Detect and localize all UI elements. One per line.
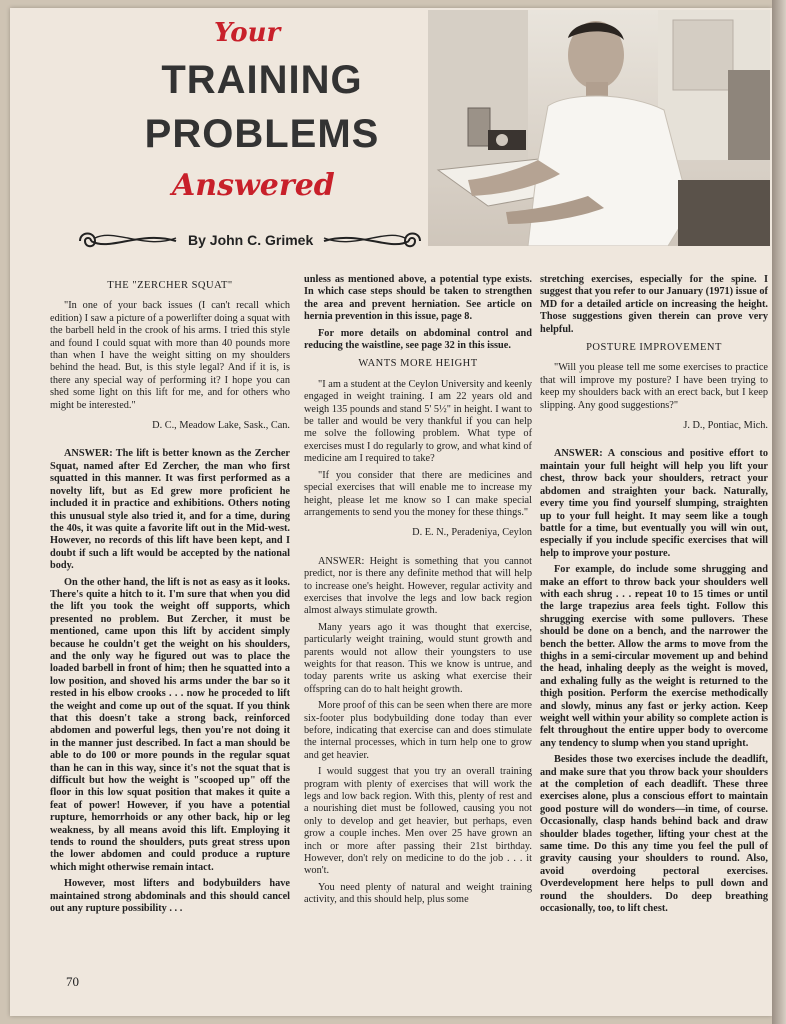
title-kicker-your: Your (214, 18, 281, 48)
answer-height-p1: ANSWER: Height is something that you cannot predict, nor is there any definite method that will help to increase one's height. However, regular activity and exercises that involve the legs and low back region almost always stimulate growth. (304, 555, 532, 617)
column-left (50, 274, 290, 920)
right-scroll-ornament (320, 226, 430, 256)
answer-height-p3: More proof of this can be seen when there are more six-footer plus bodybuilding done today than ever before, indicating that exercise can and does stimulate the internal processes, which in turn help one to grow and get heavier. (304, 700, 532, 761)
title-kicker-answered: Answered (172, 168, 335, 203)
answer-zercher-p1: ANSWER: The lift is better known as the Zercher Squat, named after Ed Zercher, the man who first squatted in this manner. It was first performed as a novelty lift, but as Ed grew more proficient he included it in practice and exhibitions. Others noting this unusual style also tried it, and for a time, during the 40s, it was quite a favorite lift out in the Mid-west. However, no records of this lift have been kept, and I doubt if such a lift would be accepted by the national body. (50, 448, 290, 572)
answer-height-p4: I would suggest that you try an overall training program with plenty of exercises that will work the legs and low back region. With this, plenty of rest and a nourishing diet must be followed, causing you not only to develop and get heavier, but perhaps, even grow a couple inches. Men over 25 have grown an inch or more after passing their 21st birthday. However, don't rely on medicine to do the job . . . it won't. (304, 766, 532, 877)
signature-height: D. E. N., Peradeniya, Ceylon (412, 527, 532, 539)
title-line-training: TRAINING (161, 58, 363, 102)
answer-height-p5: You need plenty of natural and weight training activity, and this should help, plus some (304, 881, 532, 906)
answer-posture-p2: For example, do include some shrugging and make an effort to throw back your shoulders well with each shrug . . . repeat 10 to 15 times or until the large trapezius area feels tight. Follow this shrugging exercise with some pullovers. These should be done on a bench, and the narrower the bench the better. Allow the arms to move from the thighs in a semi-circular movement up and behind the head, inhaling deeply as the weight is moved, and exhaling fully as the weight is returned to the thigh position. Perform the exercise methodically and slowly, minus any fast or jerky action. Keep weight well within your ability so complete action is felt throughout the entire upper body to overcome any tendency to slump when you stand upright. (540, 564, 768, 749)
question-height-p1: "I am a student at the Ceylon University and keenly engaged in weight training. I am 22 years old and weigh 135 pounds and stand 5' 5½" in height. I want to be taller and would be very thankful if you can help me solve the following problem. What type of exercises must I do regularly to grow, and what kind of medicine am I required to take? (304, 378, 532, 465)
question-height-p2: "If you consider that there are medicines and special exercises that will enable me to increase my height, please let me know so I can make special arrangements to send you the money for these things." (304, 469, 532, 518)
heading-posture-improvement: POSTURE IMPROVEMENT (586, 342, 722, 354)
title-line-problems: PROBLEMS (144, 112, 380, 156)
binding-edge (772, 0, 786, 1024)
heading-zercher-squat: THE "ZERCHER SQUAT" (107, 280, 233, 291)
column-middle (304, 274, 532, 911)
answer-posture-p1: ANSWER: A conscious and positive effort to maintain your full height will help you lift your chest, throw back your shoulders, retract your abdomen and straighten your back. Naturally, every time you find yourself slumping, straighten up to your full height. It may seem like a tough battle for a time, but eventually you will win out, especially if you include specific exercises that will help to improve your posture. (540, 448, 768, 559)
signature-zercher: D. C., Meadow Lake, Sask., Can. (152, 420, 290, 432)
question-zercher: "In one of your back issues (I can't recall which edition) I saw a picture of a powerlifter doing a squat with the barbell held in the crook of his arms. I tried this style and found I could squat with more than 40 pounds more than when I have the weight sitting on my shoulders behind the head. But, is this style legal? And if it is, is there any special way of performing it? I hope you can shed some light on this lift for me, and for others who might be interested." (50, 300, 290, 411)
signature-posture: J. D., Pontiac, Mich. (683, 420, 768, 432)
answer-posture-p3: Besides those two exercises include the deadlift, and make sure that you throw back your shoulders at the completion of each deadlift. These three exercises alone, plus a conscious effort to maintain good posture will do wonders—in time, of course. Occasionally, clasp hands behind back and draw shoulder blades together, lifting your chest at the same time. Do this any time you feel the pull of gravity causing your shoulders to round. Also, avoid overdoing pectoral exercises. Overdevelopment here helps to pull down and round the shoulders. Do deep breathing occasionally, too, to lift chest. (540, 754, 768, 915)
answer-height-cont: stretching exercises, especially for the spine. I suggest that you refer to our January (1971) issue of MD for a detailed article on increasing the height. Those suggestions given therein can prove very helpful. (540, 274, 768, 335)
waistline-reference: For more details on abdominal control and reducing the waistline, see page 32 in this issue. (304, 327, 532, 352)
answer-zercher-cont: unless as mentioned above, a potential type exists. In which case steps should be taken to strengthen the area and prevent herniation. See article on hernia prevention in this issue, page 8. (304, 274, 532, 323)
answer-height-p2: Many years ago it was thought that exercise, particularly weight training, would stunt growth and parents would not allow their youngsters to use weights for that reason. This we know is untrue, and today parents write us asking what exercise their offspring can do to halt height growth. (304, 621, 532, 695)
page-number: 70 (66, 974, 79, 989)
left-scroll-ornament (70, 226, 180, 256)
question-posture: "Will you please tell me some exercises to practice that will improve my posture? I have been trying to keep my shoulders back with an erect back, but I keep slipping. Any good suggestions?" (540, 362, 768, 411)
author-photo (428, 10, 770, 246)
author-byline: By John C. Grimek (188, 232, 314, 248)
magazine-page (10, 8, 772, 1016)
answer-zercher-p3: However, most lifters and bodybuilders have maintained strong abdominals and this should cancel out any rupture possibility . . . (50, 878, 290, 915)
column-right (540, 274, 768, 920)
answer-zercher-p2: On the other hand, the lift is not as easy as it looks. There's quite a hitch to it. I'm sure that when you did the lift you took the weight off supports, which presented no problem. But Zercher, it must be mentioned, came upon this lift by accident simply because he couldn't get the weight on his shoulders, and the only way he figured out was to place the loaded barbell in front of him; then he squatted into a low position, and shoved his arms under the bar so it rested in his elbow crooks . . . now he proceded to lift the weight and come up out of the squat. If you think that this doesn't take a strong back, reinforced abdomen and powerful legs, then you're not doing it in the manner just described. In fact a man should be able to do 100 or more pounds in the regular squat than he can in this way, since it's not the squat that is difficult but how the weight is "scooped up" off the floor in this low squat position that makes it quite a feat of power! However, if you have a potential rupture, hemorrhoids or any other back, hip or leg weakness, by all means avoid this lift. Employing it tends to round the shoulders, puts great stress upon the lower abdomen and could produce a rupture which might otherwise remain intact. (50, 576, 290, 873)
byline-row (70, 226, 430, 256)
heading-wants-more-height: WANTS MORE HEIGHT (358, 358, 478, 370)
